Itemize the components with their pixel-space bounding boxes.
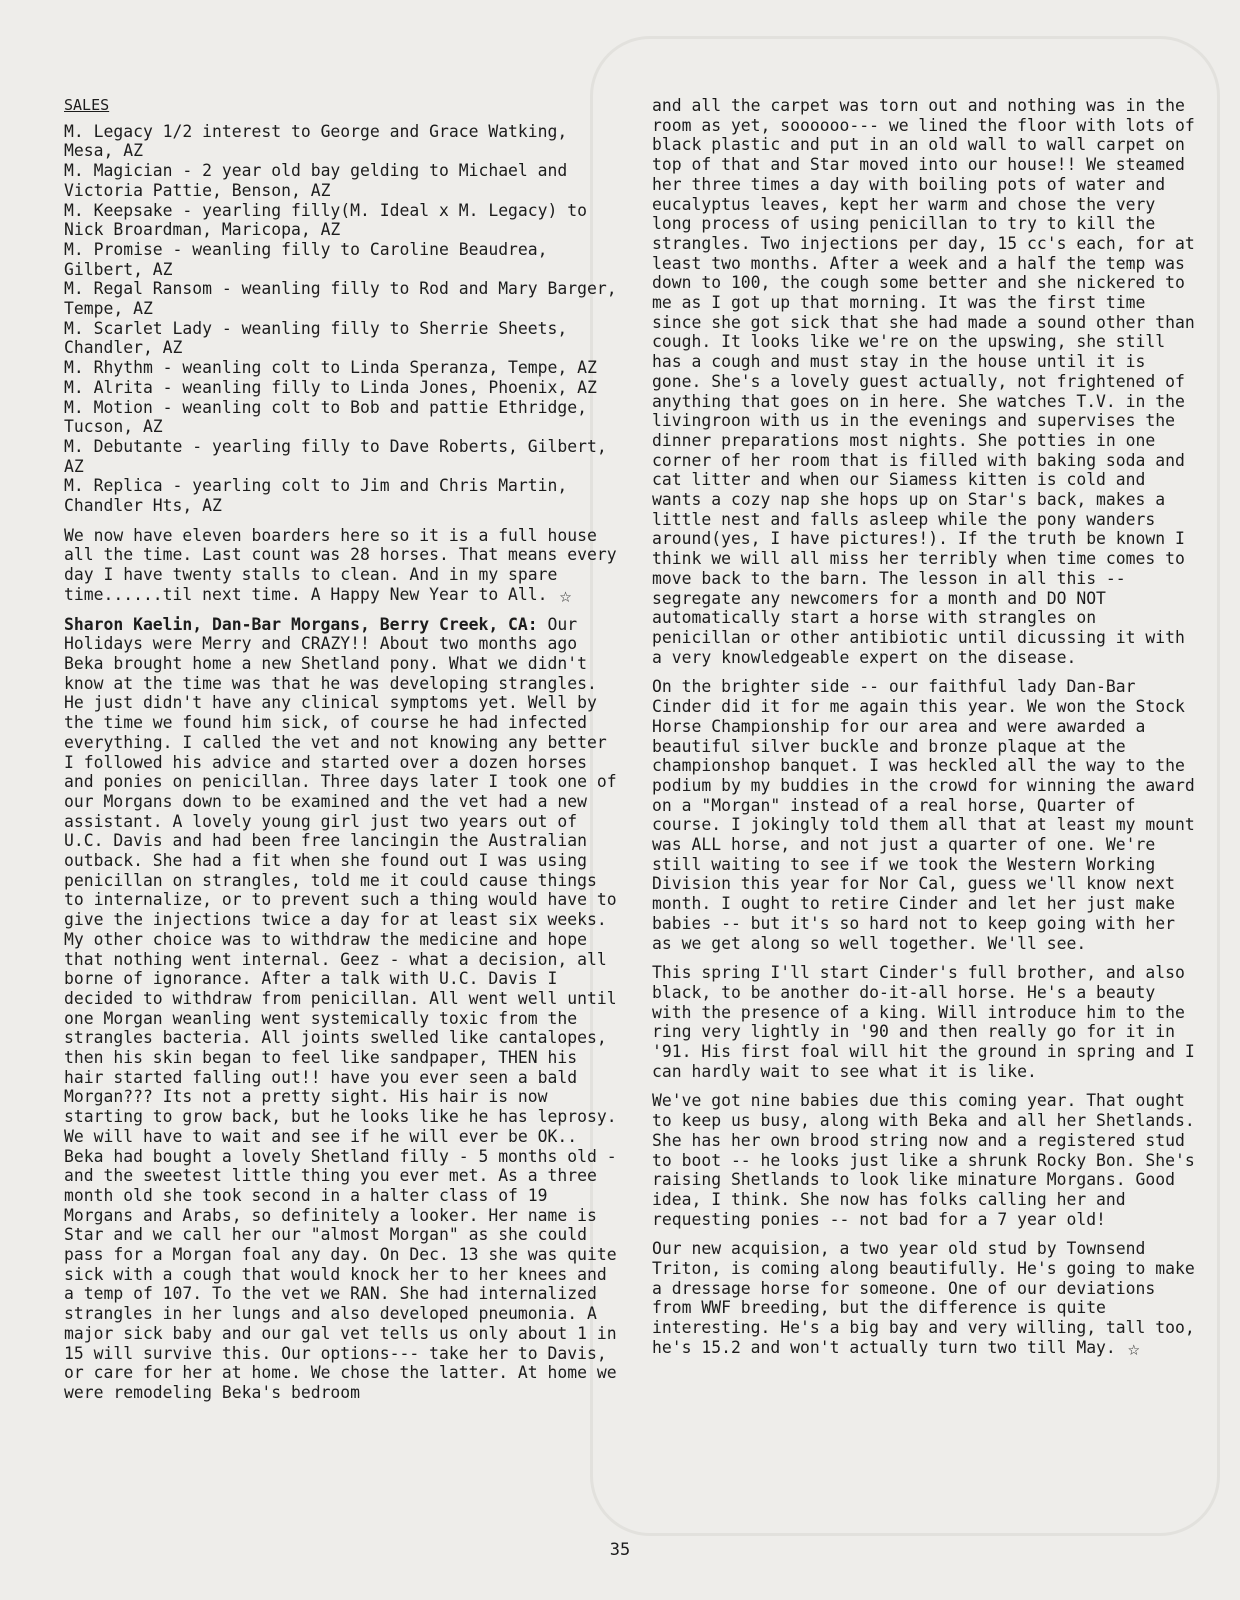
article-paragraph-3: On the brighter side -- our faithful lady Dan-Bar Cinder did it for me again this year. We won the Stock Horse Championship for our area and were awarded a beautiful silver buckle and bronze plaque at the championshop banquet. I was heckled all the way to the podium by my buddies in the crowd for winning the award on a "Morgan" instead of a real horse, Quarter of course. I jokingly told them all that at least my mount was ALL horse, and not just a quarter of one. We're still waiting to see if we took the Western Working Division this year for Nor Cal, guess we'll know next month. I ought to retire Cinder and let her just make babies -- but it's so hard not to keep going with her as we get along so well together. We'll see. [652, 677, 1205, 953]
article-paragraph-1 [64, 615, 626, 1403]
article-paragraph-2: and all the carpet was torn out and nothing was in the room as yet, soooooo--- we lined the floor with lots of black plastic and put in an old wall to wall carpet on top of that and Star moved into our house!! We steamed her three times a day with boiling pots of water and eucalyptus leaves, kept her warm and chose the very long process of using penicillan to try to kill the strangles. Two injections per day, 15 cc's each, for at least two months. After a week and a half the temp was down to 100, the cough some better and she nickered to me as I got up that morning. It was the first time since she got sick that she had made a sound other than cough. It looks like we're on the upswing, she still has a cough and must stay in the house until it is gone. She's a lovely guest actually, not frightened of anything that goes on in here. She watches T.V. in the livingroon with us in the evenings and supervises the dinner preparations most nights. She potties in one corner of her room that is filled with baking soda and cat litter and when our Siamess kitten is cold and wants a cozy nap she hops up on Star's back, makes a little nest and falls asleep while the pony wanders around(yes, I have pictures!). If the truth be known I think we will all miss her terribly when time comes to move back to the barn. The lesson in all this -- segregate any newcomers for a month and DO NOT automatically start a horse with strangles on penicillan or other antibiotic until dicussing it with a very knowledgeable expert on the disease. [652, 96, 1205, 667]
sale-item: M. Rhythm - weanling colt to Linda Speranza, Tempe, AZ [64, 358, 597, 378]
article-byline: Sharon Kaelin, Dan-Bar Morgans, Berry Creek, CA: [64, 614, 538, 634]
sale-item: M. Legacy 1/2 interest to George and Grace Watking, Mesa, AZ [64, 121, 578, 161]
sales-list [64, 122, 626, 516]
sale-item: M. Magician - 2 year old bay gelding to Michael and Victoria Pattie, Benson, AZ [64, 161, 578, 200]
sales-heading: SALES [64, 96, 110, 114]
article-text-1: Our Holidays were Merry and CRAZY!! About two months ago Beka brought home a new Shetland pony. What we didn't know at the time was that he was developing strangles. He just didn't have any clinical symptoms yet. Well by the time we found him sick, of course he had infected everything. I called the vet and not knowing any better I followed his advice and started over a dozen horses and ponies on penicillan. Three days later I took one of our Morgans down to be examined and the vet had a new assistant. A lovely young girl just two years out of U.C. Davis and had been free lancingin the Australian outback. She had a fit when she found out I was using penicillan on strangles, told me it could cause things to internalize, or to prevent such a thing would have to give the injections twice a day for at least six weeks. My other choice was to withdraw the medicine and hope that nothing went internal. Geez - what a decision, all borne of ignorance. After a talk with U.C. Davis I decided to withdraw from penicillan. All went well until one Morgan weanling went systemically toxic from the strangles bacteria. All joints swelled like cantalopes, then his skin began to feel like sandpaper, THEN his hair started falling out!! have you ever seen a bald Morgan??? Its not a pretty sight. His hair is now starting to grow back, but he looks like he has leprosy. We will have to wait and see if he will ever be OK.. Beka had bought a lovely Shetland filly - 5 months old - and the sweetest little thing you ever met. As a three month old she took second in a halter class of 19 Morgans and Arabs, so definitely a looker. Her name is Star and we call her our "almost Morgan" as she could pass for a Morgan foal any day. On Dec. 13 she was quite sick with a cough that would knock her to her knees and a temp of 107. To the vet we RAN. She had internalized strangles in her lungs and also developed pneumonia. A major sick baby and our gal vet tells us only about 1 in 15 will survive this. Our options--- take her to Davis, or care for her at home. We chose the latter. At home we were remodeling Beka's bedroom [64, 614, 627, 1402]
sale-item: M. Alrita - weanling filly to Linda Jones, Phoenix, AZ [64, 377, 597, 397]
article-paragraph-4: This spring I'll start Cinder's full brother, and also black, to be another do-it-all horse. He's a beauty with the presence of a king. Will introduce him to the ring very lightly in '90 and then really go for it in '91. His first foal will hit the ground in spring and I can hardly wait to see what it is like. [652, 963, 1205, 1081]
left-column [64, 96, 626, 1413]
sales-closing-paragraph [64, 525, 627, 608]
sale-item: M. Scarlet Lady - weanling filly to Sherrie Sheets, Chandler, AZ [64, 318, 578, 358]
sale-item: M. Regal Ransom - weanling filly to Rod and Mary Barger, Tempe, AZ [64, 279, 627, 319]
star-icon: ☆ [559, 583, 572, 608]
sale-item: M. Promise - weanling filly to Caroline Beaudrea, Gilbert, AZ [64, 239, 558, 279]
article-text-6: Our new acquision, a two year old stud by Townsend Triton, is coming along beautifully. He's going to make a dressage horse for someone. One of our deviations from WWF breeding, but the difference is quite interesting. He's a big bay and very willing, tall too, he's 15.2 and won't actually turn two till May. [652, 1239, 1205, 1357]
sale-item: M. Replica - yearling colt to Jim and Chris Martin, Chandler Hts, AZ [64, 476, 578, 516]
article-paragraph-5: We've got nine babies due this coming year. That ought to keep us busy, along with Beka and all her Shetlands. She has her own brood string now and a registered stud to boot -- he looks just like a shrunk Rocky Bon. She's raising Shetlands to look like minature Morgans. Good idea, I think. She now has folks calling her and requesting ponies -- not bad for a 7 year old! [652, 1091, 1205, 1229]
sales-closing-text: We now have eleven boarders here so it is a full house all the time. Last count was 28 horses. That means every day I have twenty stalls to clean. And in my spare time......til next time. A Happy New Year to All. [64, 525, 627, 604]
star-icon: ☆ [1127, 1336, 1140, 1361]
article-paragraph-6 [652, 1239, 1205, 1361]
sale-item: M. Debutante - yearling filly to Dave Roberts, Gilbert, AZ [64, 436, 617, 476]
sale-item: M. Motion - weanling colt to Bob and pattie Ethridge, Tucson, AZ [64, 397, 597, 437]
sale-item: M. Keepsake - yearling filly(M. Ideal x M. Legacy) to Nick Broardman, Maricopa, AZ [64, 200, 597, 240]
right-column [652, 96, 1205, 1368]
page-number: 35 [609, 1540, 631, 1560]
